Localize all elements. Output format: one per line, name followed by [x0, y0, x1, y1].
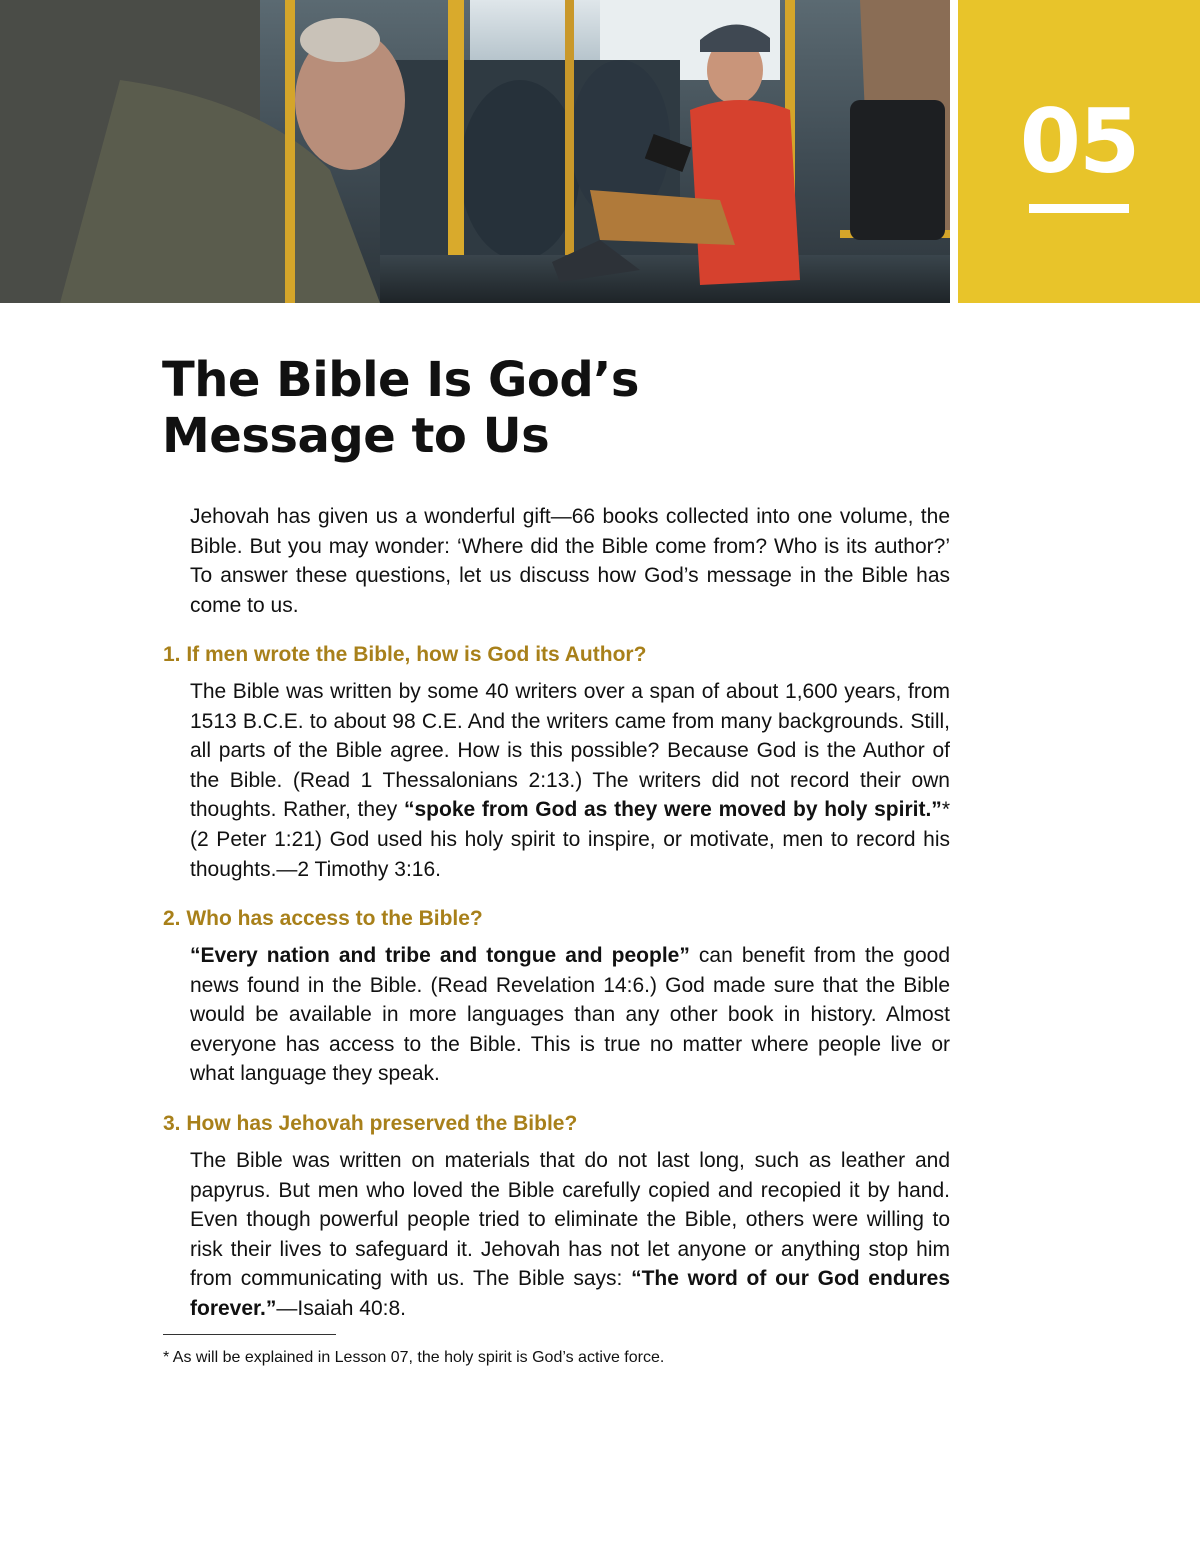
lesson-number: 05	[1019, 90, 1139, 193]
answer-3-text-a: The Bible was written on materials that do not last long, such as leather and papyrus. But men who loved the Bible carefully copied and recopied it by hand. Even though powerful people tried to eliminate the Bible, others were willing to risk their lives to safeguard it. Jehovah has not let anyone or anything stop him from communicating with us. The Bible says:	[190, 1149, 950, 1291]
question-3-answer	[190, 1146, 950, 1324]
answer-1-text-b: * (2 Peter 1:21) God used his holy spirit to inspire, or motivate, men to record his thoughts.—2 Timothy 3:16.	[190, 798, 950, 881]
answer-3-quote: “The word of our God endures forever.”	[190, 1267, 951, 1320]
question-1-answer	[190, 677, 950, 884]
page-title-line-1: The Bible Is God’s	[162, 352, 639, 408]
lesson-number-box	[958, 0, 1200, 303]
hero-photo	[0, 0, 950, 303]
intro-paragraph: Jehovah has given us a wonderful gift—66 books collected into one volume, the Bible. But you may wonder: ‘Where did the Bible come from? Who is its author?’ To answer these questions, let us discuss how God’s message in the Bible has come to us.	[190, 505, 950, 617]
question-2-heading: 2. Who has access to the Bible?	[163, 907, 483, 930]
page-title	[162, 352, 762, 464]
question-3-heading: 3. How has Jehovah preserved the Bible?	[163, 1112, 578, 1135]
question-1-heading: 1. If men wrote the Bible, how is God its Author?	[163, 643, 647, 666]
answer-1-text-a: The Bible was written by some 40 writers over a span of about 1,600 years, from 1513 B.C.E. to about 98 C.E. And the writers came from many backgrounds. Still, all parts of the Bible agree. How is this possible? Because God is the Author of the Bible. (Read 1 Thessalonians 2:13.) The writers did not record their own thoughts. Rather, they	[190, 680, 950, 822]
answer-2-quote: “Every nation and tribe and tongue and people”	[190, 944, 690, 967]
answer-2-text-b: can benefit from the good news found in the Bible. (Read Revelation 14:6.) God made sure that the Bible would be available in more languages than any other book in history. Almost everyone has access to the Bible. This is true no matter where people live or what language they speak.	[190, 944, 950, 1086]
answer-1-quote: “spoke from God as they were moved by holy spirit.”	[403, 798, 942, 822]
question-2-answer	[190, 941, 950, 1089]
footnote-divider	[163, 1334, 336, 1335]
page-title-line-2: Message to Us	[162, 408, 550, 464]
photo-man-reading-bible-on-bus	[0, 0, 950, 303]
answer-3-text-b: —Isaiah 40:8.	[276, 1296, 406, 1320]
footnote: * As will be explained in Lesson 07, the holy spirit is God’s active force.	[163, 1349, 665, 1366]
lesson-number-underline	[1029, 204, 1129, 213]
